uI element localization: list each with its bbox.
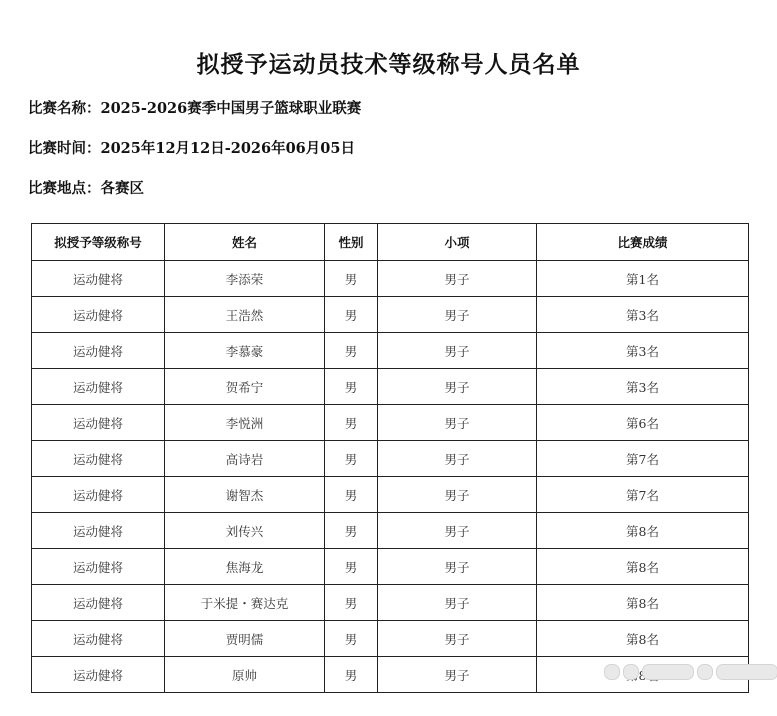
table-row — [32, 477, 749, 513]
cell-name: 李慕豪 — [165, 333, 325, 369]
event-time-line — [28, 137, 355, 158]
cell-gender: 男 — [325, 477, 378, 513]
table-row — [32, 513, 749, 549]
page-title: 拟授予运动员技术等级称号人员名单 — [196, 51, 581, 78]
event-time-label: 比赛时间： — [28, 140, 101, 157]
table-row — [32, 333, 749, 369]
cell-event: 男子 — [378, 585, 537, 621]
cell-result: 第7名 — [537, 441, 749, 477]
cell-event: 男子 — [378, 333, 537, 369]
cell-gender: 男 — [325, 405, 378, 441]
cell-gender: 男 — [325, 549, 378, 585]
cell-result: 第8名 — [537, 585, 749, 621]
cell-title-level: 运动健将 — [32, 297, 165, 333]
cell-gender: 男 — [325, 261, 378, 297]
cell-title-level: 运动健将 — [32, 513, 165, 549]
cell-title-level: 运动健将 — [32, 405, 165, 441]
cell-name: 焦海龙 — [165, 549, 325, 585]
event-name-label: 比赛名称： — [28, 100, 101, 117]
event-name-value: 2025-2026赛季中国男子篮球职业联赛 — [100, 100, 362, 117]
cell-event: 男子 — [378, 513, 537, 549]
cell-title-level: 运动健将 — [32, 549, 165, 585]
cell-result: 第6名 — [537, 405, 749, 441]
event-name-line — [28, 97, 361, 118]
cell-name: 刘传兴 — [165, 513, 325, 549]
event-time-value: 2025年12月12日-2026年06月05日 — [100, 140, 355, 157]
cell-title-level: 运动健将 — [32, 477, 165, 513]
cell-title-level: 运动健将 — [32, 585, 165, 621]
cell-result: 第8名 — [537, 621, 749, 657]
cell-gender: 男 — [325, 441, 378, 477]
athlete-table — [31, 223, 749, 693]
cell-title-level: 运动健将 — [32, 441, 165, 477]
cell-event: 男子 — [378, 441, 537, 477]
cell-gender: 男 — [325, 369, 378, 405]
cell-gender: 男 — [325, 297, 378, 333]
cell-result: 第3名 — [537, 333, 749, 369]
cell-result: 第7名 — [537, 477, 749, 513]
cell-result: 第3名 — [537, 369, 749, 405]
cell-name: 王浩然 — [165, 297, 325, 333]
cell-gender: 男 — [325, 585, 378, 621]
cell-event: 男子 — [378, 261, 537, 297]
table-row — [32, 297, 749, 333]
cell-title-level: 运动健将 — [32, 621, 165, 657]
table-row — [32, 621, 749, 657]
table-row — [32, 261, 749, 297]
cell-name: 贺希宁 — [165, 369, 325, 405]
cell-result: 第8名 — [537, 549, 749, 585]
cell-result: 第3名 — [537, 297, 749, 333]
cell-event: 男子 — [378, 297, 537, 333]
cell-result: 第8名 — [537, 513, 749, 549]
header-title-level: 拟授予等级称号 — [32, 224, 165, 261]
event-place-value: 各赛区 — [100, 180, 144, 197]
cell-name: 贾明儒 — [165, 621, 325, 657]
cell-gender: 男 — [325, 333, 378, 369]
table-row — [32, 441, 749, 477]
cell-event: 男子 — [378, 549, 537, 585]
header-name: 姓名 — [165, 224, 325, 261]
header-result: 比赛成绩 — [537, 224, 749, 261]
table-row — [32, 405, 749, 441]
cell-title-level: 运动健将 — [32, 333, 165, 369]
table-header-row — [32, 224, 749, 261]
cell-title-level: 运动健将 — [32, 657, 165, 693]
header-gender: 性别 — [325, 224, 378, 261]
cell-result: 第1名 — [537, 261, 749, 297]
cell-name: 原帅 — [165, 657, 325, 693]
cell-event: 男子 — [378, 369, 537, 405]
cell-event: 男子 — [378, 477, 537, 513]
watermark-logo — [604, 664, 777, 680]
table-row — [32, 369, 749, 405]
cell-event: 男子 — [378, 621, 537, 657]
cell-name: 高诗岩 — [165, 441, 325, 477]
cell-gender: 男 — [325, 621, 378, 657]
cell-event: 男子 — [378, 405, 537, 441]
cell-gender: 男 — [325, 657, 378, 693]
table-row — [32, 549, 749, 585]
cell-name: 李悦洲 — [165, 405, 325, 441]
cell-name: 谢智杰 — [165, 477, 325, 513]
event-place-line — [28, 177, 144, 198]
header-event: 小项 — [378, 224, 537, 261]
cell-title-level: 运动健将 — [32, 369, 165, 405]
event-place-label: 比赛地点： — [28, 180, 101, 197]
cell-event: 男子 — [378, 657, 537, 693]
cell-title-level: 运动健将 — [32, 261, 165, 297]
cell-name: 于米提・赛达克 — [165, 585, 325, 621]
cell-name: 李添荣 — [165, 261, 325, 297]
cell-gender: 男 — [325, 513, 378, 549]
table-row — [32, 585, 749, 621]
